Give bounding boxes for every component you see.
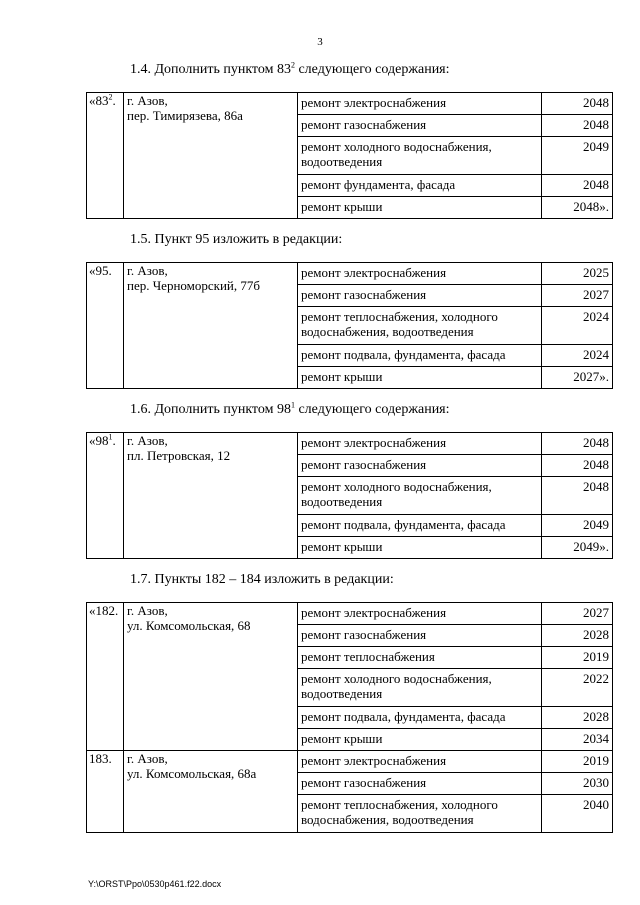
work-year: 2048 [542, 115, 613, 137]
section-heading-1-4: 1.4. Дополнить пунктом $83^2$ следующего содержания: [130, 60, 450, 77]
item-number: «$98^1$. [87, 433, 124, 559]
work-type: ремонт холодного водоснабжения, водоотведения [298, 669, 542, 707]
work-year: 2049». [542, 537, 613, 559]
work-type: ремонт газоснабжения [298, 285, 542, 307]
work-year: 2028 [542, 707, 613, 729]
table-1-4 [86, 92, 613, 219]
work-year: 2048 [542, 433, 613, 455]
address-cell: г. Азов, пер. Тимирязева, 86а [124, 93, 298, 219]
work-type: ремонт электроснабжения [298, 751, 542, 773]
address-cell: г. Азов, ул. Комсомольская, 68 [124, 603, 298, 751]
work-type: ремонт электроснабжения [298, 93, 542, 115]
work-year: 2049 [542, 515, 613, 537]
work-type: ремонт теплоснабжения, холодного водоснабжения, водоотведения [298, 795, 542, 833]
work-type: ремонт подвала, фундамента, фасада [298, 515, 542, 537]
work-type: ремонт газоснабжения [298, 115, 542, 137]
table-row [87, 751, 613, 773]
work-year: 2027 [542, 285, 613, 307]
work-year: 2022 [542, 669, 613, 707]
work-year: 2027». [542, 367, 613, 389]
address-cell: г. Азов, ул. Комсомольская, 68а [124, 751, 298, 833]
work-type: ремонт крыши [298, 197, 542, 219]
work-year: 2048 [542, 93, 613, 115]
work-year: 2025 [542, 263, 613, 285]
work-type: ремонт фундамента, фасада [298, 175, 542, 197]
table-1-5 [86, 262, 613, 389]
work-type: ремонт электроснабжения [298, 433, 542, 455]
work-year: 2024 [542, 307, 613, 345]
footer-file-path: Y:\ORST\Ppo\0530p461.f22.docx [88, 879, 222, 889]
work-year: 2048 [542, 455, 613, 477]
work-type: ремонт газоснабжения [298, 455, 542, 477]
section-heading-1-6: 1.6. Дополнить пунктом $98^1$ следующего содержания: [130, 400, 450, 417]
work-type: ремонт электроснабжения [298, 603, 542, 625]
work-year: 2034 [542, 729, 613, 751]
work-type: ремонт подвала, фундамента, фасада [298, 707, 542, 729]
table-1-7 [86, 602, 613, 833]
work-year: 2048 [542, 477, 613, 515]
work-type: ремонт газоснабжения [298, 625, 542, 647]
table-1-6 [86, 432, 613, 559]
work-year: 2019 [542, 647, 613, 669]
work-type: ремонт крыши [298, 729, 542, 751]
work-type: ремонт холодного водоснабжения, водоотведения [298, 477, 542, 515]
table-row [87, 93, 613, 115]
section-heading-1-7: 1.7. Пункты 182 – 184 изложить в редакции: [130, 572, 394, 587]
work-type: ремонт теплоснабжения [298, 647, 542, 669]
item-number: «182. [87, 603, 124, 751]
address-cell: г. Азов, пер. Черноморский, 77б [124, 263, 298, 389]
work-year: 2019 [542, 751, 613, 773]
work-type: ремонт газоснабжения [298, 773, 542, 795]
work-year: 2048». [542, 197, 613, 219]
work-type: ремонт холодного водоснабжения, водоотведения [298, 137, 542, 175]
item-number: «$83^2$. [87, 93, 124, 219]
table-row [87, 603, 613, 625]
item-number: 183. [87, 751, 124, 833]
work-year: 2030 [542, 773, 613, 795]
work-year: 2024 [542, 345, 613, 367]
item-number: «95. [87, 263, 124, 389]
work-year: 2028 [542, 625, 613, 647]
work-type: ремонт подвала, фундамента, фасада [298, 345, 542, 367]
table-row [87, 433, 613, 455]
work-type: ремонт теплоснабжения, холодного водоснабжения, водоотведения [298, 307, 542, 345]
work-year: 2049 [542, 137, 613, 175]
work-year: 2048 [542, 175, 613, 197]
section-heading-1-5: 1.5. Пункт 95 изложить в редакции: [130, 232, 343, 247]
work-year: 2040 [542, 795, 613, 833]
work-type: ремонт крыши [298, 367, 542, 389]
work-year: 2027 [542, 603, 613, 625]
address-cell: г. Азов, пл. Петровская, 12 [124, 433, 298, 559]
work-type: ремонт электроснабжения [298, 263, 542, 285]
table-row [87, 263, 613, 285]
work-type: ремонт крыши [298, 537, 542, 559]
page-number: 3 [317, 36, 323, 48]
